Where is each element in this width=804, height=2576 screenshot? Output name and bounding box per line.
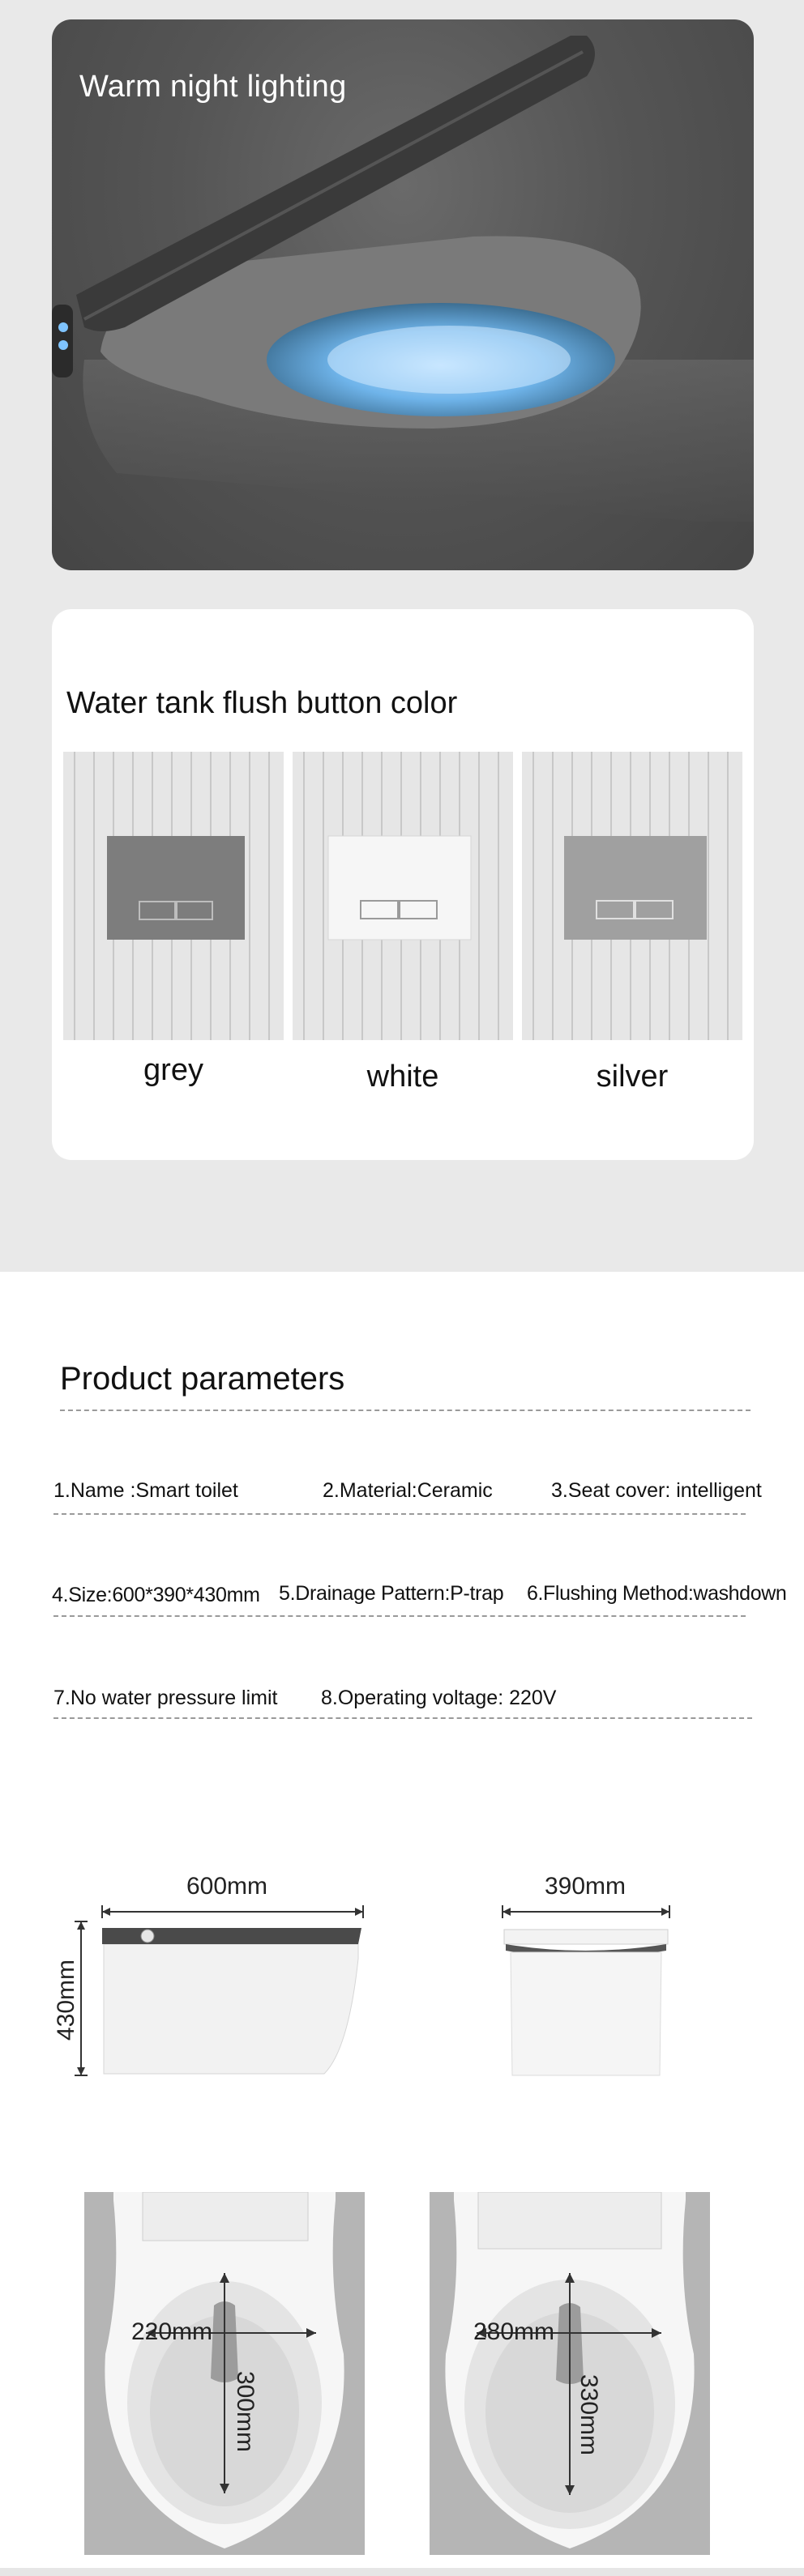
side-width-label: 600mm	[186, 1873, 268, 1900]
front-width-label: 390mm	[545, 1873, 627, 1900]
title-divider	[60, 1410, 751, 1411]
wall-white-illustration	[293, 752, 513, 1040]
row3-divider	[53, 1717, 752, 1719]
hero-title: Warm night lighting	[79, 70, 347, 104]
flush-button-color-card	[52, 609, 754, 1160]
seat-2-width-label: 280mm	[473, 2318, 555, 2345]
param-voltage: 8.Operating voltage: 220V	[321, 1687, 557, 1709]
swatch-silver[interactable]	[522, 752, 742, 1040]
night-lighting-hero-card	[52, 19, 754, 570]
param-size: 4.Size:600*390*430mm	[52, 1584, 260, 1606]
wall-silver-illustration	[522, 752, 742, 1040]
parameters-title: Product parameters	[60, 1361, 345, 1397]
swatch-grey[interactable]	[63, 752, 284, 1040]
row2-divider	[53, 1615, 746, 1617]
swatch-label-white: white	[366, 1060, 439, 1094]
seat-2-depth-label: 330mm	[575, 2373, 603, 2456]
param-name: 1.Name :Smart toilet	[53, 1479, 238, 1502]
swatch-label-grey: grey	[143, 1053, 203, 1087]
param-flushing: 6.Flushing Method:washdown	[527, 1582, 787, 1605]
color-section-title: Water tank flush button color	[66, 686, 458, 720]
seat-dimension-overlay	[0, 2187, 804, 2568]
swatch-label-silver: silver	[596, 1060, 669, 1094]
seat-1-depth-label: 300mm	[232, 2370, 259, 2453]
row1-divider	[53, 1513, 746, 1515]
param-drainage: 5.Drainage Pattern:P-trap	[279, 1582, 504, 1605]
param-water-pressure: 7.No water pressure limit	[53, 1687, 278, 1709]
param-material: 2.Material:Ceramic	[323, 1479, 493, 1502]
swatch-white[interactable]	[293, 752, 513, 1040]
wall-grey-illustration	[63, 752, 284, 1040]
param-seat-cover: 3.Seat cover: intelligent	[551, 1479, 762, 1502]
bottom-background-band	[0, 2568, 804, 2576]
side-height-label: 430mm	[53, 1959, 80, 2041]
seat-1-width-label: 220mm	[131, 2318, 213, 2345]
